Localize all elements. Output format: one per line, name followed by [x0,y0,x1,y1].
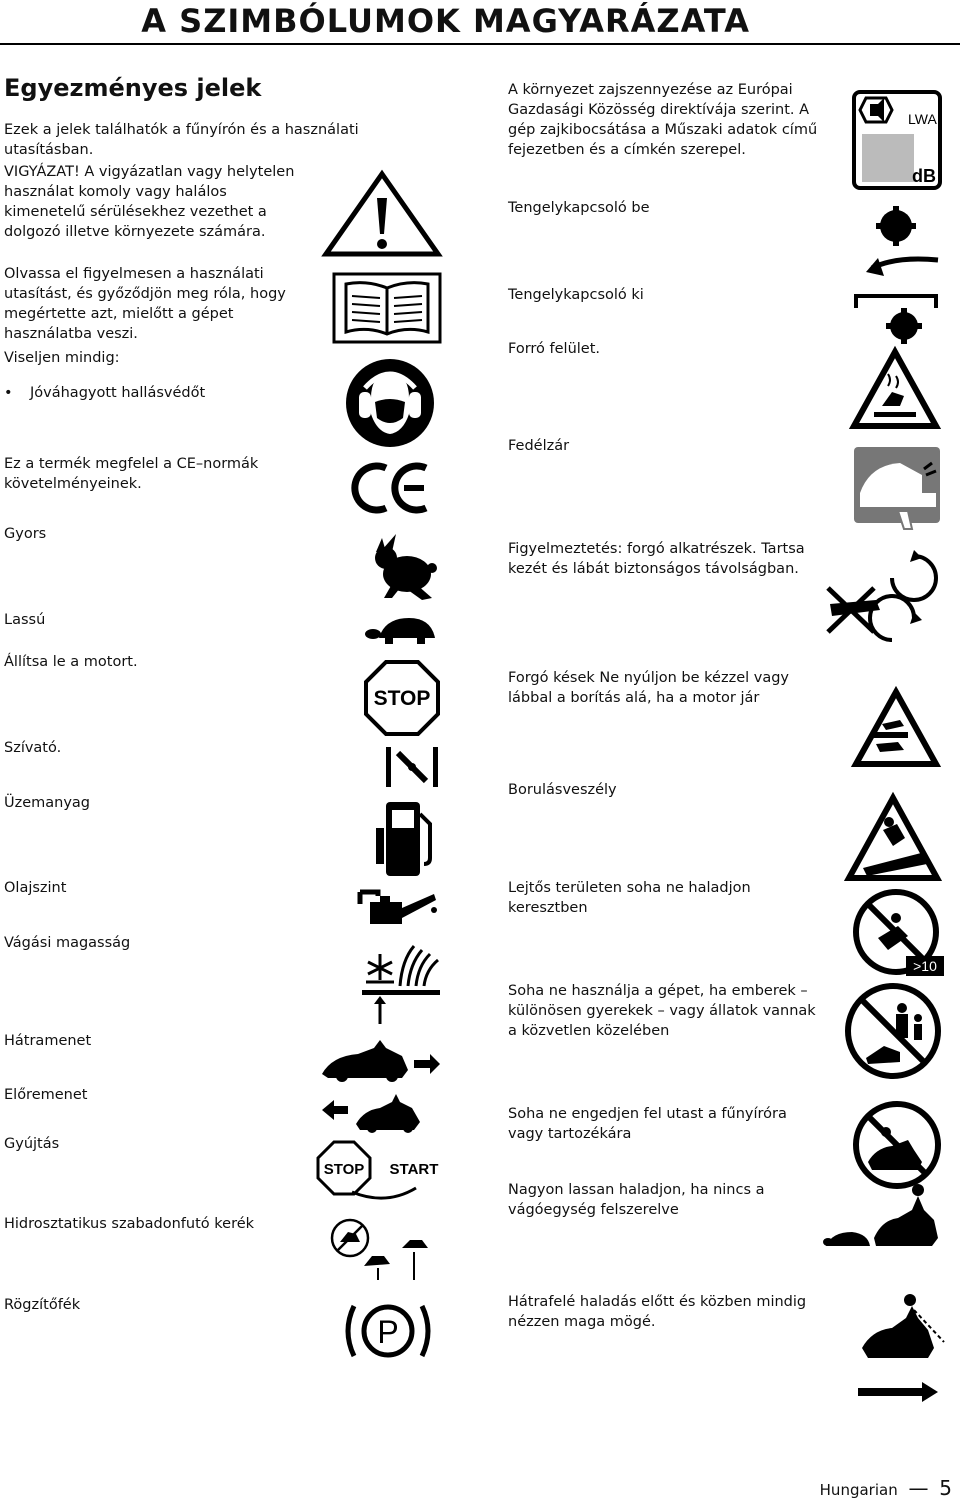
fuel-text: Üzemanyag [4,795,91,811]
page-header [0,0,960,44]
cutting-height-icon [362,940,442,1026]
hot-surface-text: Forró felület. [508,341,601,357]
pto-off-icon [852,292,942,348]
hearing-protection-icon [345,358,435,448]
hot-surface-icon [852,348,938,430]
hearing-protection-text: Jóváhagyott hallásvédőt [30,385,206,401]
drive-slowly-text: Nagyon lassan haladjon, ha nincs a vágóegység felszerelve [508,1182,765,1218]
ce-text: Ez a termék megfelel a CE–normák követelményeinek. [4,456,259,492]
oil-can-icon [356,884,438,928]
warning-text: VIGYÁZAT! A vigyázatlan vagy helytelen használat komoly vagy halálos kimenetelű sérülésekhez vezethet a dolgozó illetve környezete számára. [4,164,295,240]
ce-mark-icon [352,462,432,514]
reverse-text: Hátramenet [4,1033,92,1049]
page-title: A SZIMBÓLUMOK MAGYARÁZATA [141,2,750,40]
rotating-parts-icon [822,548,942,666]
cover-lock-text: Fedélzár [508,438,570,454]
bullet: • [4,385,13,401]
rollover-icon [845,794,940,882]
page-footer [820,1476,952,1500]
rotating-blades-icon [852,688,940,768]
slope-text: Lejtős területen soha ne haladjon keresztben [508,880,751,916]
ignition-icon [316,1140,448,1200]
cutting-height-text: Vágási magasság [4,935,131,951]
book-icon [332,272,442,344]
parking-brake-text: Rögzítőfék [4,1297,81,1313]
no-passengers-text: Soha ne engedjen fel utast a fűnyíróra vagy tartozékára [508,1106,787,1142]
reverse-tractor-icon [318,1034,442,1082]
pto-on-icon [852,204,942,284]
oil-level-text: Olajszint [4,880,67,896]
warning-triangle-icon [322,168,442,258]
turtle-icon [365,614,440,646]
hydrostatic-text: Hidrosztatikus szabadonfutó kerék [4,1216,255,1232]
parking-brake-icon [340,1296,436,1366]
pto-on-text: Tengelykapcsoló be [508,200,650,216]
noise-text: A környezet zajszennyezése az Európai Gazdasági Közösség direktívája szerint. A gép zajkibocsátása a Műszaki adatok című fejezetben és a címkén szerepel. [508,82,818,158]
ignition-start-label: START [389,1161,439,1178]
rabbit-icon [362,532,442,604]
slow-without-cutter-icon [822,1180,942,1256]
parking-label: P [377,1314,399,1350]
noise-level-icon [852,90,942,190]
rotating-blades-text: Forgó kések Ne nyúljon be kézzel vagy lábbal a borítás alá, ha a motor jár [508,670,790,706]
look-behind-text: Hátrafelé haladás előtt és közben mindig nézzen maga mögé. [508,1294,807,1330]
choke-icon [384,745,440,789]
hydrostatic-freewheel-icon [330,1218,438,1282]
people-nearby-text: Soha ne használja a gépet, ha emberek – különösen gyerekek – vagy állatok vannak a közvetlen közelében [508,983,816,1039]
pto-off-text: Tengelykapcsoló ki [508,287,644,303]
forward-text: Előremenet [4,1087,88,1103]
slope-degree-label: >10 [906,956,944,976]
intro-text: Ezek a jelek találhatók a fűnyírón és a használati utasításban. [4,122,359,158]
fast-text: Gyors [4,526,47,542]
page-number: 5 [939,1476,952,1500]
slow-text: Lassú [4,612,46,628]
ignition-stop-label: STOP [323,1161,365,1178]
noise-db-label: dB [912,166,936,186]
read-manual-text: Olvassa el figyelmesen a használati utasítást, és győződjön meg róla, hogy megértette azt, mielőtt a gépet használatba veszi. [4,266,286,342]
ignition-text: Gyújtás [4,1136,60,1152]
stop-engine-text: Állítsa le a motort. [4,654,138,670]
noise-lwa-label: LWA [908,111,937,127]
people-nearby-prohibited-icon [844,982,942,1080]
fuel-pump-icon [372,798,438,878]
rotating-parts-text: Figyelmeztetés: forgó alkatrészek. Tartsa kezét és lábát biztonságos távolságban. [508,541,805,577]
rollover-text: Borulásveszély [508,782,617,798]
cover-lock-icon [852,445,942,531]
look-behind-icon [852,1290,942,1410]
footer-dash: — [908,1476,929,1500]
no-passengers-icon [852,1100,942,1190]
footer-language: Hungarian [819,1481,898,1499]
title-rule [0,43,960,45]
choke-text: Szívató. [4,740,62,756]
stop-label: STOP [373,687,431,710]
section-heading: Egyezményes jelek [4,74,262,102]
stop-sign-icon [364,660,440,736]
forward-tractor-icon [320,1090,430,1134]
always-wear-text: Viseljen mindig: [4,350,120,366]
